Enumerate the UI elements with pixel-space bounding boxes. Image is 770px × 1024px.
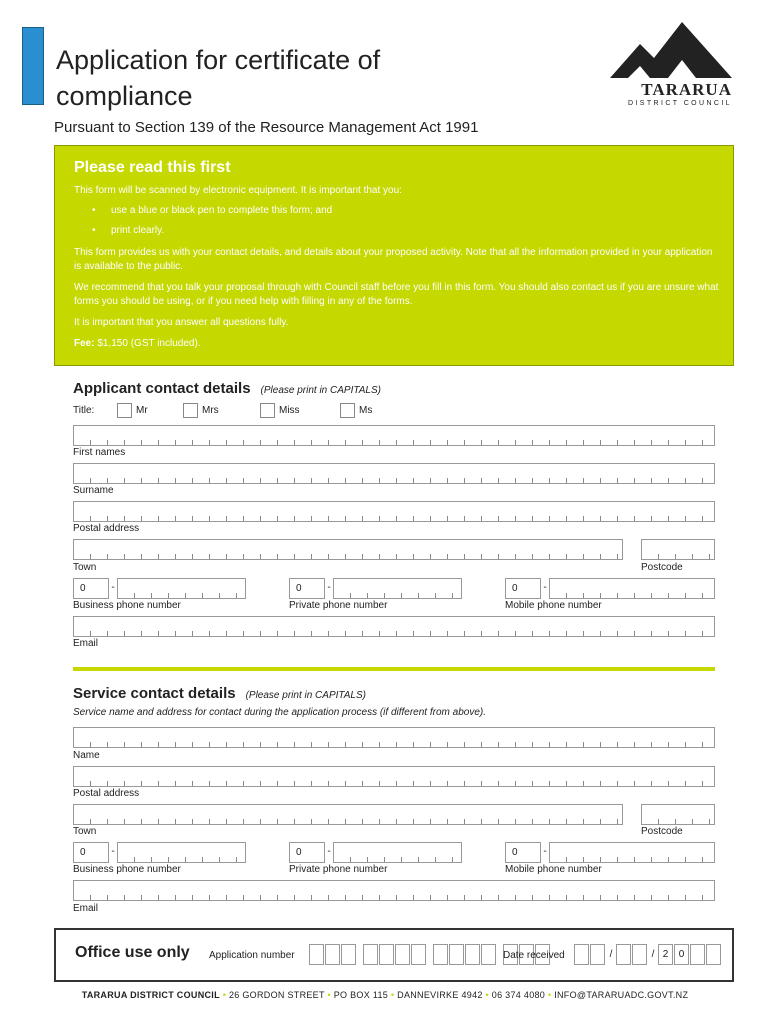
field-label: Postal address xyxy=(73,523,140,534)
field-label: Private phone number xyxy=(289,600,388,611)
info-bullet: • print clearly. xyxy=(92,225,165,236)
footer: TARARUA DISTRICT COUNCIL • 26 GORDON STREET • PO BOX 115 • DANNEVIRKE 4942 • 06 374 4080 • INFO@TARARUADC.GOVT.NZ xyxy=(81,990,689,1000)
service-email-field[interactable] xyxy=(73,880,715,901)
service-business-phone-field[interactable]: 0 - xyxy=(73,842,246,863)
page-subtitle: Pursuant to Section 139 of the Resource Management Act 1991 xyxy=(54,119,479,136)
first-names-field[interactable] xyxy=(73,425,715,446)
service-private-phone-field[interactable]: 0 - xyxy=(289,842,462,863)
field-label: Postal address xyxy=(73,788,140,799)
service-postal-field[interactable] xyxy=(73,766,715,787)
page-title: Application for certificate of compliance xyxy=(56,45,381,111)
field-label: Private phone number xyxy=(289,864,388,875)
title-accent-bar xyxy=(22,27,44,105)
applicant-heading: Applicant contact details (Please print in CAPITALS) xyxy=(73,380,381,397)
checkbox-label: Miss xyxy=(279,405,300,416)
postcode-field[interactable] xyxy=(641,539,715,560)
field-label: First names xyxy=(73,447,126,458)
application-number-label: Application number xyxy=(209,950,295,961)
info-heading: Please read this first xyxy=(74,159,231,176)
field-label: Email xyxy=(73,638,99,649)
info-text: We recommend that you talk your proposal through with Council staff before you fill in this form. You should also contact us if you are unsure what forms you should be using, or if you need help with filling in any of the forms. xyxy=(74,282,719,307)
info-text: This form provides us with your contact details, and details about your proposed activity. Note that all the information provided in your application is available to the public. xyxy=(74,247,713,272)
postal-address-field[interactable] xyxy=(73,501,715,522)
checkbox-miss[interactable] xyxy=(260,403,275,418)
tararua-logo: TARARUA DISTRICT COUNCIL xyxy=(610,22,734,106)
mobile-phone-field[interactable]: 0 - xyxy=(505,578,715,599)
fee-text: Fee: $1,150 (GST included). xyxy=(74,338,201,349)
checkbox-label: Mr xyxy=(136,405,148,416)
checkbox-mr[interactable] xyxy=(117,403,132,418)
section-divider xyxy=(73,667,715,671)
info-box xyxy=(54,145,734,366)
field-label: Postcode xyxy=(641,826,683,837)
field-label: Town xyxy=(73,826,97,837)
service-mobile-phone-field[interactable]: 0 - xyxy=(505,842,715,863)
date-received-boxes[interactable]: / / 2 0 xyxy=(574,944,722,965)
field-label: Surname xyxy=(73,485,114,496)
business-phone-field[interactable]: 0 - xyxy=(73,578,246,599)
checkbox-ms[interactable] xyxy=(340,403,355,418)
field-label: Name xyxy=(73,750,100,761)
email-field[interactable] xyxy=(73,616,715,637)
field-label: Business phone number xyxy=(73,864,181,875)
service-postcode-field[interactable] xyxy=(641,804,715,825)
mountain-icon xyxy=(610,22,732,80)
office-heading: Office use only xyxy=(75,944,190,961)
info-text: This form will be scanned by electronic equipment. It is important that you: xyxy=(74,185,402,196)
field-label: Mobile phone number xyxy=(505,600,602,611)
office-use-box xyxy=(54,928,734,982)
service-name-field[interactable] xyxy=(73,727,715,748)
service-intro: Service name and address for contact during the application process (if different from above). xyxy=(73,707,486,718)
info-bullet: • use a blue or black pen to complete this form; and xyxy=(92,205,333,216)
checkbox-label: Mrs xyxy=(202,405,219,416)
town-field[interactable] xyxy=(73,539,623,560)
service-town-field[interactable] xyxy=(73,804,623,825)
field-label: Mobile phone number xyxy=(505,864,602,875)
checkbox-mrs[interactable] xyxy=(183,403,198,418)
checkbox-label: Ms xyxy=(359,405,373,416)
field-label: Town xyxy=(73,562,97,573)
info-text: It is important that you answer all questions fully. xyxy=(74,317,289,328)
field-label: Postcode xyxy=(641,562,683,573)
private-phone-field[interactable]: 0 - xyxy=(289,578,462,599)
title-label: Title: xyxy=(73,405,95,416)
service-heading: Service contact details (Please print in CAPITALS) xyxy=(73,685,366,702)
field-label: Email xyxy=(73,903,99,914)
surname-field[interactable] xyxy=(73,463,715,484)
field-label: Business phone number xyxy=(73,600,181,611)
date-received-label: Date received xyxy=(503,950,565,961)
